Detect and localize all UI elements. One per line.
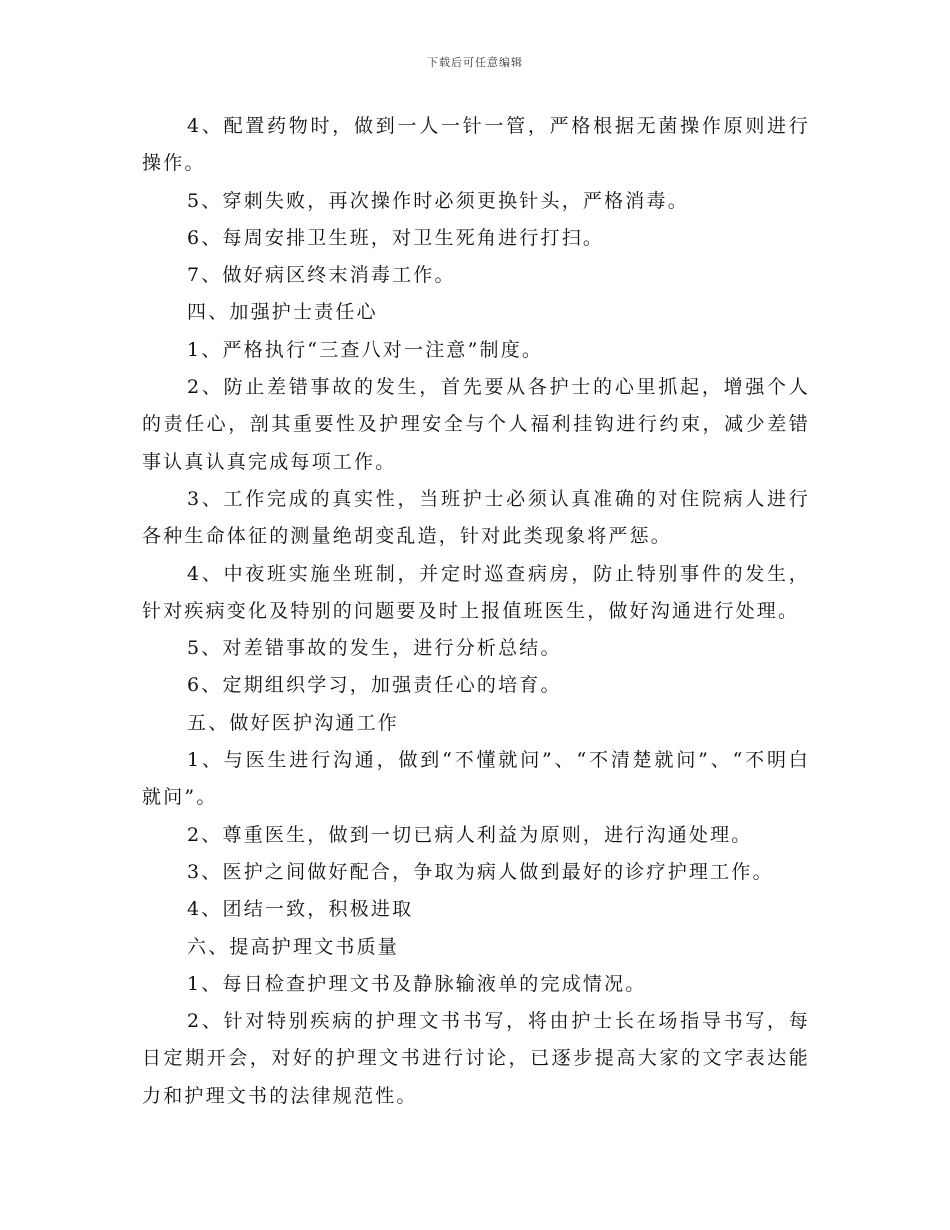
page-header: 下载后可任意编辑: [427, 56, 523, 69]
paragraph-documentation-2: 2、针对特别疾病的护理文书书写，将由护士长在场指导书写，每日定期开会，对好的护理文书进行讨论，已逐步提高大家的文字表达能力和护理文书的法律规范性。: [142, 1010, 810, 1107]
paragraph-communication-1: 1、与医生进行沟通，做到“不懂就问”、“不清楚就问”、“不明白就问”。: [142, 749, 810, 809]
paragraph-item-7-disinfection: 7、做好病区终末消毒工作。: [187, 264, 456, 287]
paragraph-responsibility-1: 1、严格执行“三查八对一注意”制度。: [187, 338, 544, 361]
section-heading-communication: 五、做好医护沟通工作: [187, 711, 400, 734]
paragraph-communication-2: 2、尊重医生，做到一切已病人利益为原则，进行沟通处理。: [187, 823, 753, 846]
paragraph-item-6-sanitation: 6、每周安排卫生班，对卫生死角进行打扫。: [187, 226, 605, 249]
paragraph-item-4-medication: 4、配置药物时，做到一人一针一管，严格根据无菌操作原则进行操作。: [142, 115, 810, 175]
section-heading-responsibility: 四、加强护士责任心: [187, 301, 378, 324]
paragraph-responsibility-5: 5、对差错事故的发生，进行分析总结。: [187, 637, 562, 660]
paragraph-communication-4: 4、团结一致，积极进取: [187, 898, 414, 921]
paragraph-responsibility-2: 2、防止差错事故的发生，首先要从各护士的心里抓起，增强个人的责任心，剖其重要性及护理安全与个人福利挂钩进行约束，减少差错事认真认真完成每项工作。: [142, 376, 810, 473]
paragraph-documentation-1: 1、每日检查护理文书及静脉输液单的完成情况。: [187, 972, 647, 995]
section-heading-documentation: 六、提高护理文书质量: [187, 935, 400, 958]
paragraph-responsibility-4: 4、中夜班实施坐班制，并定时巡查病房，防止特别事件的发生，针对疾病变化及特别的问题要及时上报值班医生，做好沟通进行处理。: [142, 562, 810, 622]
paragraph-responsibility-3: 3、工作完成的真实性，当班护士必须认真准确的对住院病人进行各种生命体征的测量绝胡变乱造，针对此类现象将严惩。: [142, 487, 810, 548]
document-body: [142, 108, 810, 1115]
paragraph-responsibility-6: 6、定期组织学习，加强责任心的培育。: [187, 674, 562, 697]
paragraph-item-5-puncture: 5、穿刺失败，再次操作时必须更换针头，严格消毒。: [187, 189, 689, 212]
paragraph-communication-3: 3、医护之间做好配合，争取为病人做到最好的诊疗护理工作。: [187, 860, 774, 883]
